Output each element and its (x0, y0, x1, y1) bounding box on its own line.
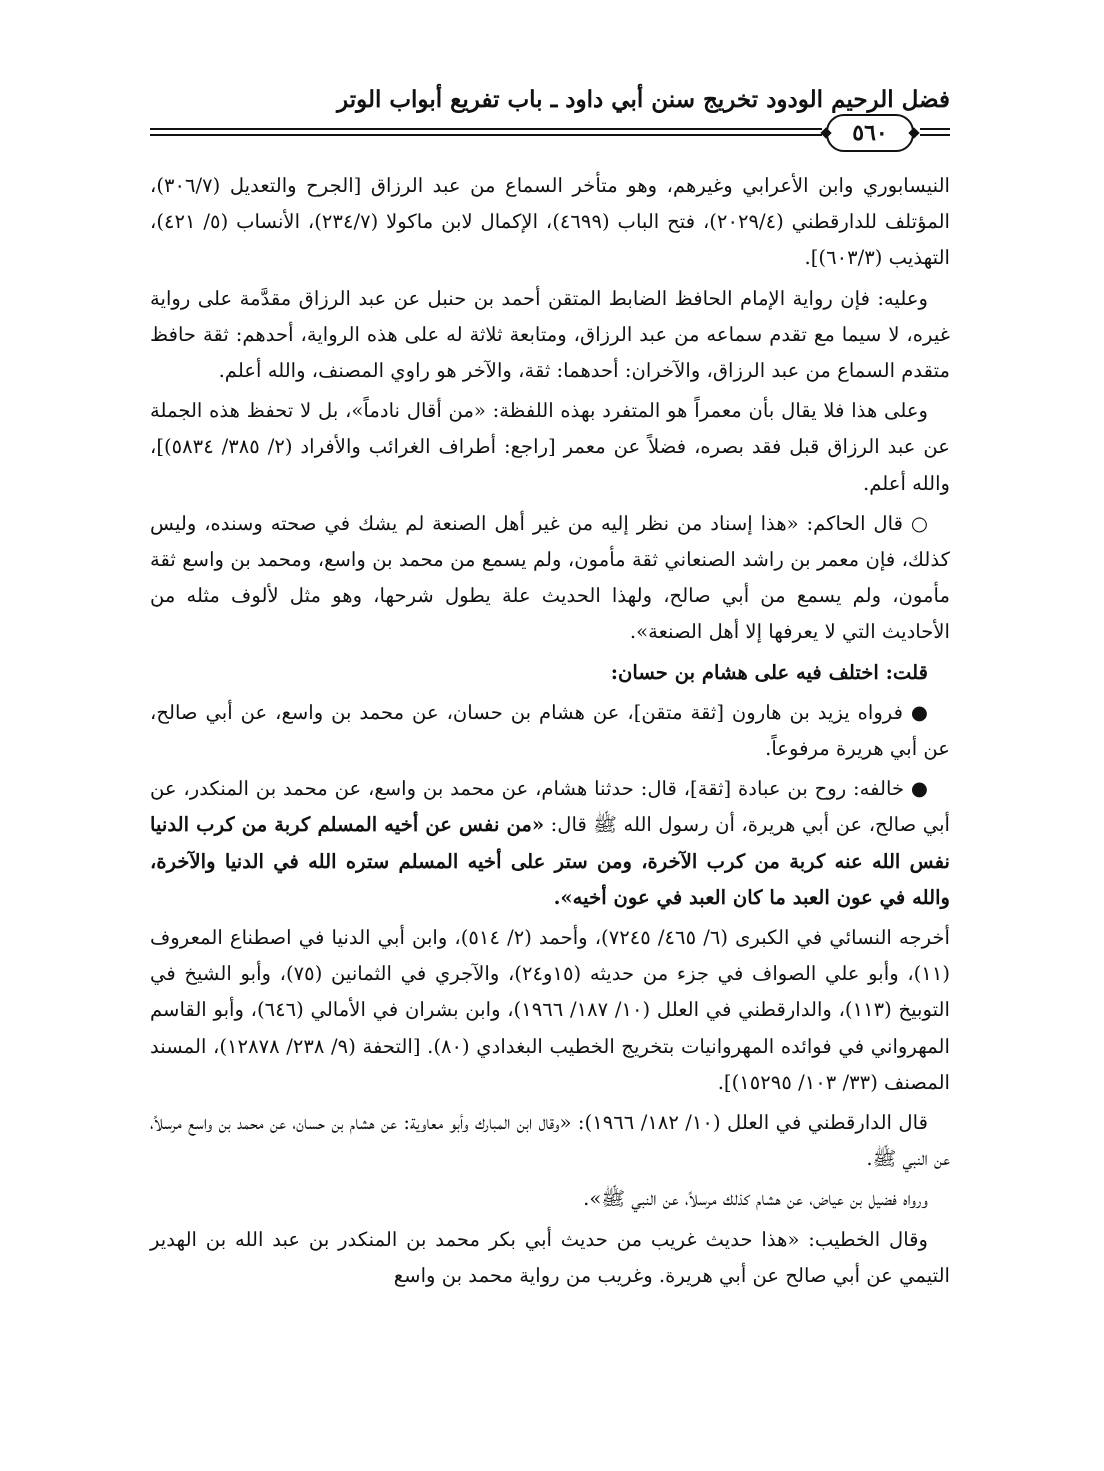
paragraph-11: وقال الخطيب: «هذا حديث غريب من حديث أبي بكر محمد بن المنكدر بن عبد الله بن الهدير التيمي عن أبي صالح عن أبي هريرة. وغريب من رواية محمد بن واسع (150, 1227, 950, 1287)
header-rule-second (150, 134, 822, 136)
header-rule-tail-second (920, 134, 950, 136)
page-number-badge (826, 114, 914, 152)
paragraph-2: وعليه: فإن رواية الإمام الحافظ الضابط المتقن أحمد بن حنبل عن عبد الرزاق مقدَّمة على رواية غيره، لا سيما مع تقدم سماعه من عبد الرزاق، ومتابعة ثلاثة له على هذه الرواية، أحدهم: ثقة حافظ متقدم السماع من عبد الرزاق، والآخران: أحدهما: ثقة، والآخر هو راوي المصنف، والله أعلم. (150, 286, 950, 383)
paragraph-3: وعلى هذا فلا يقال بأن معمراً هو المتفرد بهذه اللفظة: «من أقال نادماً»، بل لا تحفظ هذه الجملة عن عبد الرزاق قبل فقد بصره، فضلاً عن معمر [راجع: أطراف الغرائب والأفراد (٢/ ٣٨٥/ ٥٨٣٤)]، والله أعلم. (150, 399, 950, 495)
paragraph-4: ○ قال الحاكم: «هذا إسناد من نظر إليه من غير أهل الصنعة لم يشك في صحته وسنده، وليس كذلك، فإن معمر بن راشد الصنعاني ثقة مأمون، ولم يسمع من محمد بن واسع، ومحمد بن واسع ثقة مأمون، ولم يسمع من أبي صالح، ولهذا الحديث علة يطول شرحها، وهو مثل لألوف مثله من الأحاديث التي لا يعرفها إلا أهل الصنعة». (150, 511, 950, 644)
paragraph-9: قال الدارقطني في العلل (١٠/ ١٨٢/ ١٩٦٦): «وقال ابن المبارك وأبو معاوية: عن هشام بن حسان، عن محمد بن واسع مرسلاً، عن النبي ﷺ. (150, 1111, 950, 1171)
paragraph-1: النيسابوري وابن الأعرابي وغيرهم، وهو متأخر السماع من عبد الرزاق [الجرح والتعديل (٣٠٦/٧)، المؤتلف للدارقطني (٢٠٢٩/٤)، فتح الباب (٤٦٩٩)، الإكمال لابن ماكولا (٢٣٤/٧)، الأنساب (٥/ ٤٢١)، التهذيب (٦٠٣/٣)]. (150, 174, 950, 270)
running-title: فضل الرحيم الودود تخريج سنن أبي داود ـ باب تفريع أبواب الوتر (337, 86, 950, 113)
page-number: ٥٦٠ (852, 120, 888, 146)
paragraph-7 (150, 771, 950, 916)
hadith-text: «من نفس عن أخيه المسلم كربة من كرب الدنيا نفس الله عنه كربة من كرب الآخرة، ومن ستر على أخيه المسلم ستره الله في الدنيا والآخرة، والله في عون العبد ما كان العبد في عون أخيه». (150, 813, 950, 909)
page-header (150, 80, 950, 160)
page-body (150, 168, 950, 1298)
header-rule-tail (920, 128, 950, 130)
paragraph-7-intro: ● خالفه: روح بن عبادة [ثقة]، قال: حدثنا هشام، عن محمد بن واسع، عن محمد بن المنكدر، عن أبي صالح، عن أبي هريرة، أن رسول الله ﷺ قال: (150, 777, 950, 837)
section-heading: قلت: اختلف فيه على هشام بن حسان: (610, 660, 928, 684)
paragraph-6: ● فرواه يزيد بن هارون [ثقة متقن]، عن هشام بن حسان، عن محمد بن واسع، عن أبي صالح، عن أبي هريرة مرفوعاً. (150, 700, 950, 761)
paragraph-8: أخرجه النسائي في الكبرى (٦/ ٤٦٥/ ٧٢٤٥)، وأحمد (٢/ ٥١٤)، وابن أبي الدنيا في اصطناع المعروف (١١)، وأبو علي الصواف في جزء من حديثه (١٥و٢٤)، والآجري في الثمانين (٧٥)، وأبو الشيخ في التوبيخ (١١٣)، والدارقطني في العلل (١٠/ ١٨٧/ ١٩٦٦)، وابن بشران في الأمالي (٦٤٦)، وأبو القاسم المهرواني في فوائده المهروانيات بتخريج الخطيب البغدادي (٨٠). [التحفة (٩/ ٢٣٨/ ١٢٨٧٨)، المسند المصنف (٣٣/ ١٠٣/ ١٥٢٩٥)]. (150, 926, 951, 1094)
paragraph-10: ورواه فضيل بن عياض، عن هشام كذلك مرسلاً، عن النبي ﷺ». (583, 1187, 928, 1211)
header-rule (150, 128, 822, 130)
